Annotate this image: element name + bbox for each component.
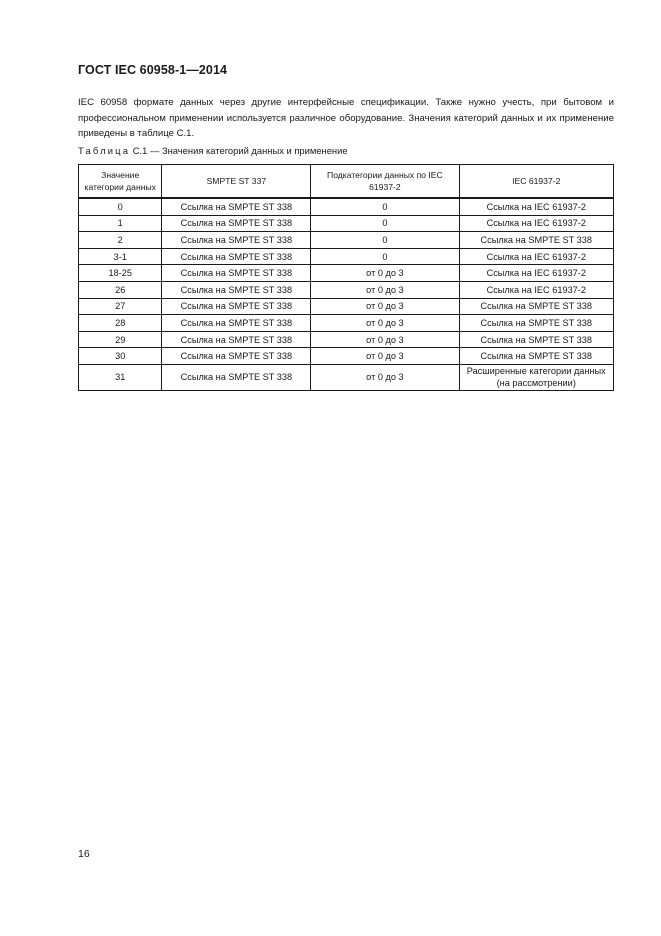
cell-category-value: 30: [79, 348, 162, 365]
header-cell-category-value: Значение категории данных: [79, 165, 162, 199]
table-caption-prefix: Таблица: [78, 145, 131, 156]
cell-iec-61937-2: Ссылка на IEC 61937-2: [459, 281, 613, 298]
table-row: [79, 281, 614, 298]
cell-subcategory: от 0 до 3: [311, 315, 459, 332]
cell-iec-61937-2: Ссылка на SMPTE ST 338: [459, 315, 613, 332]
body-paragraph-block: [78, 95, 614, 142]
header-cell-subcategories: Подкатегории данных по IEC 61937-2: [311, 165, 459, 199]
cell-subcategory: от 0 до 3: [311, 265, 459, 282]
cell-smpte-st-337: Ссылка на SMPTE ST 338: [162, 248, 311, 265]
cell-category-value: 3-1: [79, 248, 162, 265]
table-row: [79, 248, 614, 265]
table-row: [79, 331, 614, 348]
table-row: [79, 232, 614, 249]
cell-smpte-st-337: Ссылка на SMPTE ST 338: [162, 198, 311, 215]
cell-subcategory: от 0 до 3: [311, 364, 459, 390]
table-row: [79, 198, 614, 215]
cell-smpte-st-337: Ссылка на SMPTE ST 338: [162, 232, 311, 249]
cell-smpte-st-337: Ссылка на SMPTE ST 338: [162, 265, 311, 282]
cell-iec-61937-2: Расширенные категории данных (на рассмотрении): [459, 364, 613, 390]
cell-subcategory: 0: [311, 215, 459, 232]
cell-subcategory: от 0 до 3: [311, 281, 459, 298]
cell-iec-61937-2: Ссылка на IEC 61937-2: [459, 265, 613, 282]
cell-smpte-st-337: Ссылка на SMPTE ST 338: [162, 331, 311, 348]
table-caption: [78, 145, 348, 156]
cell-subcategory: 0: [311, 232, 459, 249]
cell-category-value: 0: [79, 198, 162, 215]
table-row: [79, 298, 614, 315]
cell-subcategory: 0: [311, 198, 459, 215]
cell-subcategory: от 0 до 3: [311, 298, 459, 315]
table-row: [79, 315, 614, 332]
cell-category-value: 1: [79, 215, 162, 232]
cell-subcategory: 0: [311, 248, 459, 265]
cell-smpte-st-337: Ссылка на SMPTE ST 338: [162, 281, 311, 298]
cell-iec-61937-2: Ссылка на SMPTE ST 338: [459, 232, 613, 249]
table-row: [79, 215, 614, 232]
table-header-row: [79, 165, 614, 199]
cell-smpte-st-337: Ссылка на SMPTE ST 338: [162, 348, 311, 365]
cell-category-value: 26: [79, 281, 162, 298]
table-caption-text: С.1 — Значения категорий данных и применение: [132, 145, 348, 156]
table-row: [79, 364, 614, 390]
cell-category-value: 31: [79, 364, 162, 390]
cell-subcategory: от 0 до 3: [311, 331, 459, 348]
cell-iec-61937-2: Ссылка на SMPTE ST 338: [459, 298, 613, 315]
cell-iec-61937-2: Ссылка на IEC 61937-2: [459, 248, 613, 265]
table-row: [79, 265, 614, 282]
cell-iec-61937-2: Ссылка на SMPTE ST 338: [459, 348, 613, 365]
cell-category-value: 18-25: [79, 265, 162, 282]
header-cell-iec-61937-2: IEC 61937-2: [459, 165, 613, 199]
page-number: 16: [78, 848, 90, 860]
cell-subcategory: от 0 до 3: [311, 348, 459, 365]
cell-category-value: 29: [79, 331, 162, 348]
cell-iec-61937-2: Ссылка на IEC 61937-2: [459, 215, 613, 232]
cell-smpte-st-337: Ссылка на SMPTE ST 338: [162, 215, 311, 232]
cell-smpte-st-337: Ссылка на SMPTE ST 338: [162, 315, 311, 332]
header-cell-smpte-st-337: SMPTE ST 337: [162, 165, 311, 199]
cell-smpte-st-337: Ссылка на SMPTE ST 338: [162, 364, 311, 390]
table-row: [79, 348, 614, 365]
cell-category-value: 28: [79, 315, 162, 332]
document-header-title: ГОСТ IEC 60958-1—2014: [78, 63, 228, 77]
cell-smpte-st-337: Ссылка на SMPTE ST 338: [162, 298, 311, 315]
cell-iec-61937-2: Ссылка на SMPTE ST 338: [459, 331, 613, 348]
cell-category-value: 2: [79, 232, 162, 249]
cell-iec-61937-2: Ссылка на IEC 61937-2: [459, 198, 613, 215]
body-paragraph: IEC 60958 формате данных через другие интерфейсные спецификации. Также нужно учесть, при бытовом и профессиональном применении используется различное оборудование. Значения категорий данных и их применение приведены в таблице С.1.: [78, 97, 614, 139]
cell-category-value: 27: [79, 298, 162, 315]
data-categories-table: [78, 164, 614, 391]
